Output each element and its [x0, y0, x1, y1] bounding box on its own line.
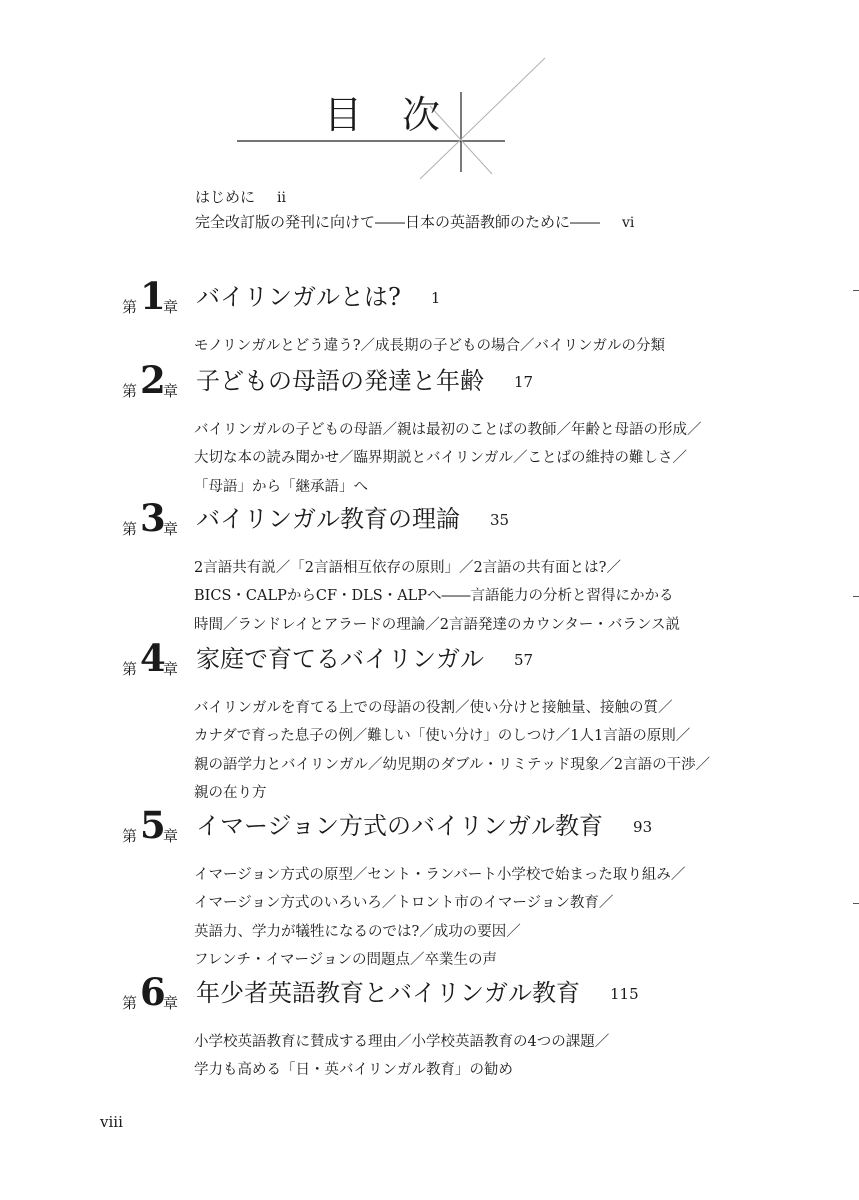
chapter-number: 3 [140, 496, 166, 540]
chapter-sections [194, 861, 685, 975]
section-line: 親の語学力とバイリンガル／幼児期のダブル・リミテッド現象／2言語の干渉／ [194, 756, 711, 773]
chapter-title: 年少者英語教育とバイリンガル教育 [196, 979, 580, 1007]
section-line: 大切な本の読み聞かせ／臨界期説とバイリンガル／ことばの維持の難しさ／ [194, 450, 687, 467]
section-line: バイリンガルを育てる上での母語の役割／使い分けと接触量、接触の質／ [194, 700, 673, 716]
chapter-page: 93 [633, 818, 653, 836]
front-matter-item [195, 186, 286, 207]
front-matter-label: はじめに [195, 188, 256, 206]
chapter-title: 子どもの母語の発達と年齢 [196, 367, 484, 395]
chapter-number: 6 [140, 970, 166, 1014]
chapter-sections [194, 1028, 609, 1085]
chapter-page: 17 [514, 373, 534, 391]
chapter-prefix: 第 [122, 382, 138, 400]
section-line: 親の在り方 [194, 785, 267, 802]
chapter-page: 35 [490, 511, 510, 529]
chapter-title: 家庭で育てるバイリンガル [196, 645, 484, 673]
section-line: 2言語共有説／「2言語相互依存の原則」／2言語の共有面とは?／ [194, 560, 621, 576]
section-line: モノリンガルとどう違う?／成長期の子どもの場合／バイリンガルの分類 [194, 338, 666, 354]
chapter-page: 57 [514, 651, 534, 669]
section-line: カナダで育った息子の例／難しい「使い分け」のしつけ／1人1言語の原則／ [194, 728, 691, 745]
section-line: バイリンガルの子どもの母語／親は最初のことばの教師／年齢と母語の形成／ [194, 422, 702, 438]
edge-mark [853, 903, 859, 904]
chapter-suffix: 章 [163, 994, 179, 1012]
section-line: 「母語」から「継承語」へ [194, 478, 368, 495]
section-line: フレンチ・イマージョンの問題点／卒業生の声 [194, 952, 497, 969]
chapter-suffix: 章 [163, 298, 179, 316]
chapter-title: バイリンガルとは? [196, 283, 401, 311]
chapter-heading [0, 970, 859, 1019]
chapter-heading [0, 803, 859, 852]
chapter-heading [0, 358, 859, 407]
front-matter-item [195, 211, 634, 232]
chapter-suffix: 章 [163, 382, 179, 400]
chapter-title: イマージョン方式のバイリンガル教育 [196, 812, 604, 840]
chapter-page: 115 [610, 985, 639, 1003]
chapter-sections [194, 694, 710, 808]
chapter-suffix: 章 [163, 520, 179, 538]
section-line: 学力も高める「日・英バイリンガル教育」の勧め [194, 1062, 513, 1079]
chapter-suffix: 章 [163, 827, 179, 845]
page-number: viii [100, 1113, 123, 1131]
chapter-sections [194, 332, 665, 360]
front-matter-page: vi [622, 215, 635, 231]
chapter-heading [0, 496, 859, 545]
chapter-prefix: 第 [122, 660, 138, 678]
chapter-suffix: 章 [163, 660, 179, 678]
front-matter-page: ii [277, 190, 286, 206]
section-line: イマージョン方式のいろいろ／トロント市のイマージョン教育／ [194, 895, 614, 912]
chapter-prefix: 第 [122, 827, 138, 845]
section-line: BICS・CALPからCF・DLS・ALPへ――言語能力の分析と習得にかかる [194, 588, 674, 605]
edge-mark [853, 290, 859, 291]
section-line: 時間／ランドレイとアラードの理論／2言語発達のカウンター・バランス説 [194, 616, 680, 633]
chapter-prefix: 第 [122, 520, 138, 538]
chapter-page: 1 [430, 289, 441, 307]
chapter-heading [0, 636, 859, 685]
front-matter-label: 完全改訂版の発刊に向けて――日本の英語教師のために―― [195, 213, 601, 231]
chapter-prefix: 第 [122, 298, 138, 316]
section-line: 英語力、学力が犠牲になるのでは?／成功の要因／ [194, 923, 521, 940]
chapter-heading [0, 274, 859, 323]
chapter-number: 2 [140, 358, 166, 402]
chapter-sections [194, 416, 702, 501]
chapter-sections [194, 554, 680, 639]
section-line: イマージョン方式の原型／セント・ランバート小学校で始まった取り組み／ [194, 867, 686, 883]
section-line: 小学校英語教育に賛成する理由／小学校英語教育の4つの課題／ [194, 1034, 610, 1050]
page-title: 目次 [324, 93, 481, 137]
edge-mark [853, 596, 859, 597]
chapter-number: 1 [140, 274, 166, 318]
chapter-title: バイリンガル教育の理論 [196, 505, 460, 533]
chapter-number: 4 [140, 636, 166, 680]
chapter-prefix: 第 [122, 994, 138, 1012]
chapter-number: 5 [140, 803, 166, 847]
